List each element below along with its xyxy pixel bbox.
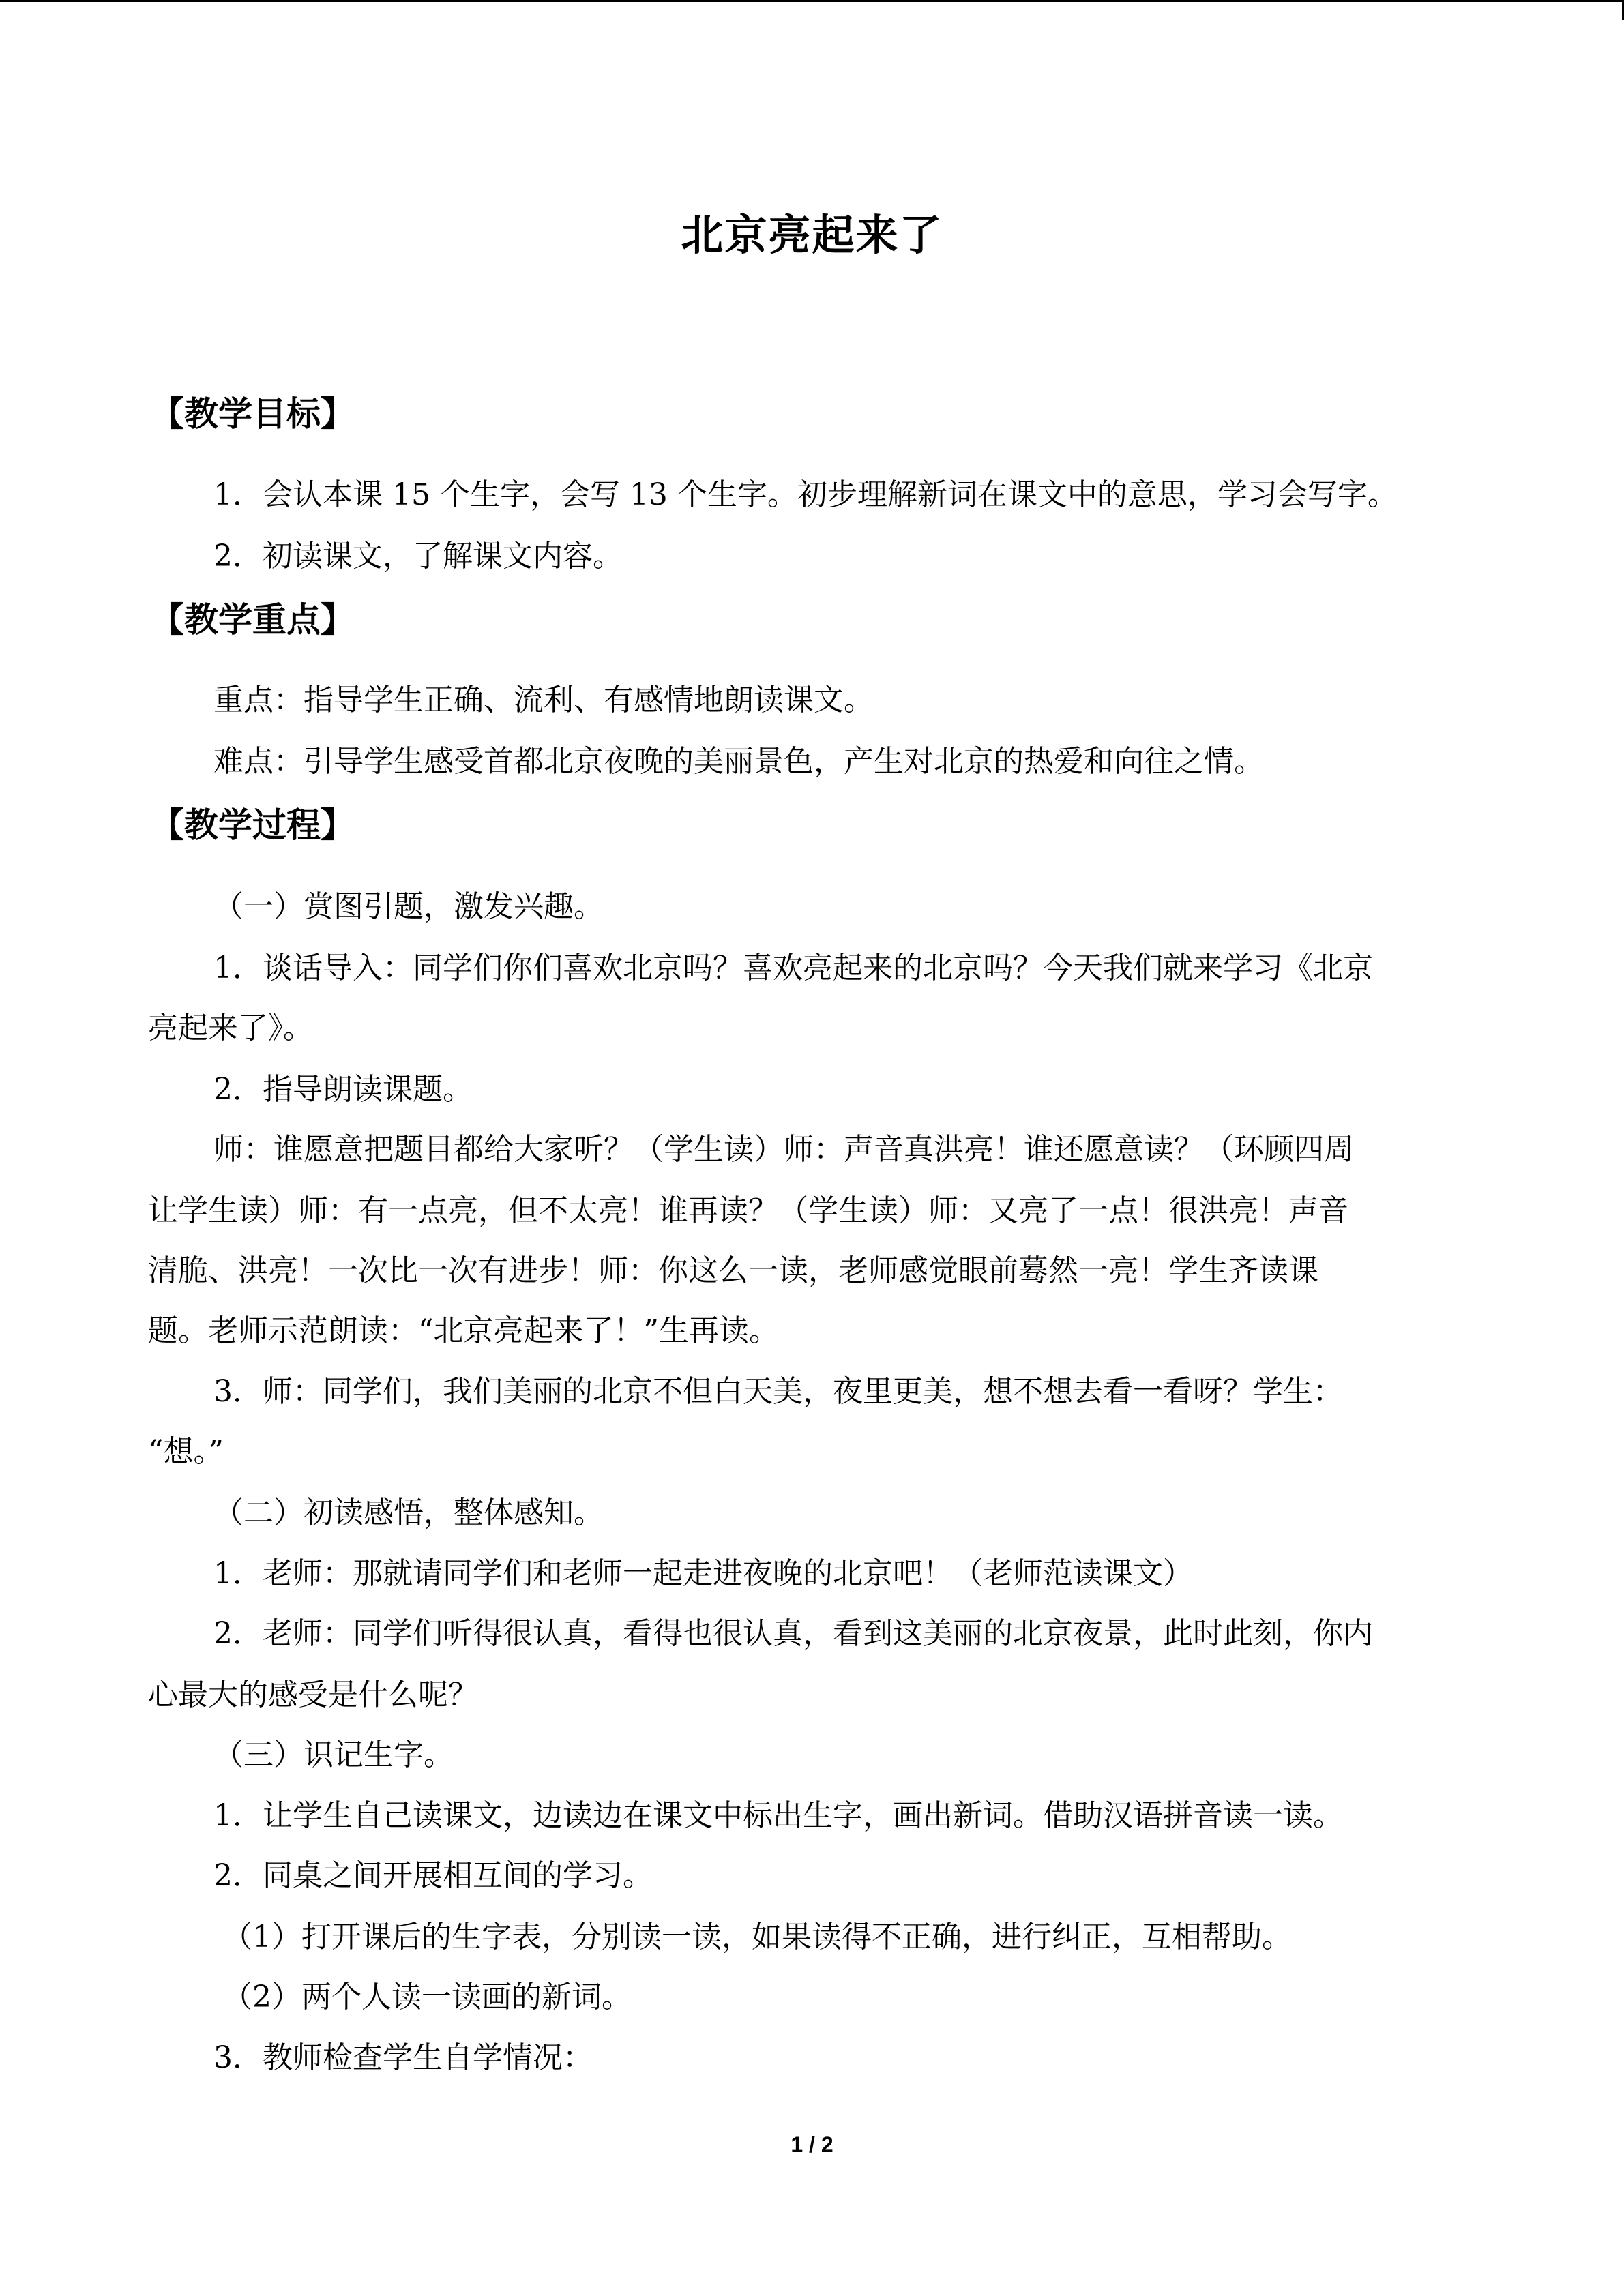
paragraph-line: 师：谁愿意把题目都给大家听？（学生读）师：声音真洪亮！谁还愿意读？（环顾四周 <box>213 1132 1354 1167</box>
paragraph-line: 2．指导朗读课题。 <box>213 1072 473 1107</box>
top-border-line <box>0 0 1624 2</box>
heading-key-points: 【教学重点】 <box>150 600 355 640</box>
objective-item: 1．会认本课 15 个生字，会写 13 个生字。初步理解新词在课文中的意思，学习会写字。 <box>213 477 1398 512</box>
section-heading: （二）初读感悟，整体感知。 <box>213 1495 604 1530</box>
section-heading: （三）识记生字。 <box>213 1738 454 1772</box>
paragraph-line: “想。” <box>148 1434 224 1469</box>
paragraph-line: 心最大的感受是什么呢？ <box>148 1678 478 1712</box>
section-heading: （一）赏图引题，激发兴趣。 <box>213 889 604 924</box>
heading-objectives: 【教学目标】 <box>150 394 355 434</box>
heading-process: 【教学过程】 <box>150 805 355 845</box>
paragraph-line: 清脆、洪亮！一次比一次有进步！师：你这么一读，老师感觉眼前蓦然一亮！学生齐读课 <box>148 1253 1318 1288</box>
paragraph-line: 2．同桌之间开展相互间的学习。 <box>213 1858 653 1893</box>
paragraph-line: 题。老师示范朗读：“北京亮起来了！”生再读。 <box>148 1313 779 1348</box>
page-number: 1 / 2 <box>791 2132 833 2157</box>
paragraph-line: （1）打开课后的生字表，分别读一读，如果读得不正确，进行纠正，互相帮助。 <box>222 1920 1292 1954</box>
paragraph-line: 3．教师检查学生自学情况： <box>213 2040 593 2075</box>
paragraph-line: 3．师：同学们，我们美丽的北京不但白天美，夜里更美，想不想去看一看呀？学生： <box>213 1374 1343 1409</box>
paragraph-line: 亮起来了》。 <box>148 1011 313 1045</box>
paragraph-line: 1．谈话导入：同学们你们喜欢北京吗？喜欢亮起来的北京吗？今天我们就来学习《北京 <box>213 951 1373 985</box>
objective-item: 2．初读课文，了解课文内容。 <box>213 539 623 573</box>
paragraph-line: 1．老师：那就请同学们和老师一起走进夜晚的北京吧！（老师范读课文） <box>213 1556 1193 1591</box>
paragraph-line: 1．让学生自己读课文，边读边在课文中标出生字，画出新词。借助汉语拼音读一读。 <box>213 1798 1343 1833</box>
paragraph-line: （2）两个人读一读画的新词。 <box>222 1980 632 2014</box>
paragraph-line: 让学生读）师：有一点亮，但不太亮！谁再读？（学生读）师：又亮了一点！很洪亮！声音 <box>148 1193 1348 1228</box>
paragraph-line: 2．老师：同学们听得很认真，看得也很认真，看到这美丽的北京夜景，此时此刻，你内 <box>213 1616 1373 1651</box>
page-title: 北京亮起来了 <box>681 210 943 260</box>
key-point-line: 重点：指导学生正确、流利、有感情地朗读课文。 <box>213 683 874 717</box>
difficulty-line: 难点：引导学生感受首都北京夜晚的美丽景色，产生对北京的热爱和向往之情。 <box>213 744 1264 779</box>
